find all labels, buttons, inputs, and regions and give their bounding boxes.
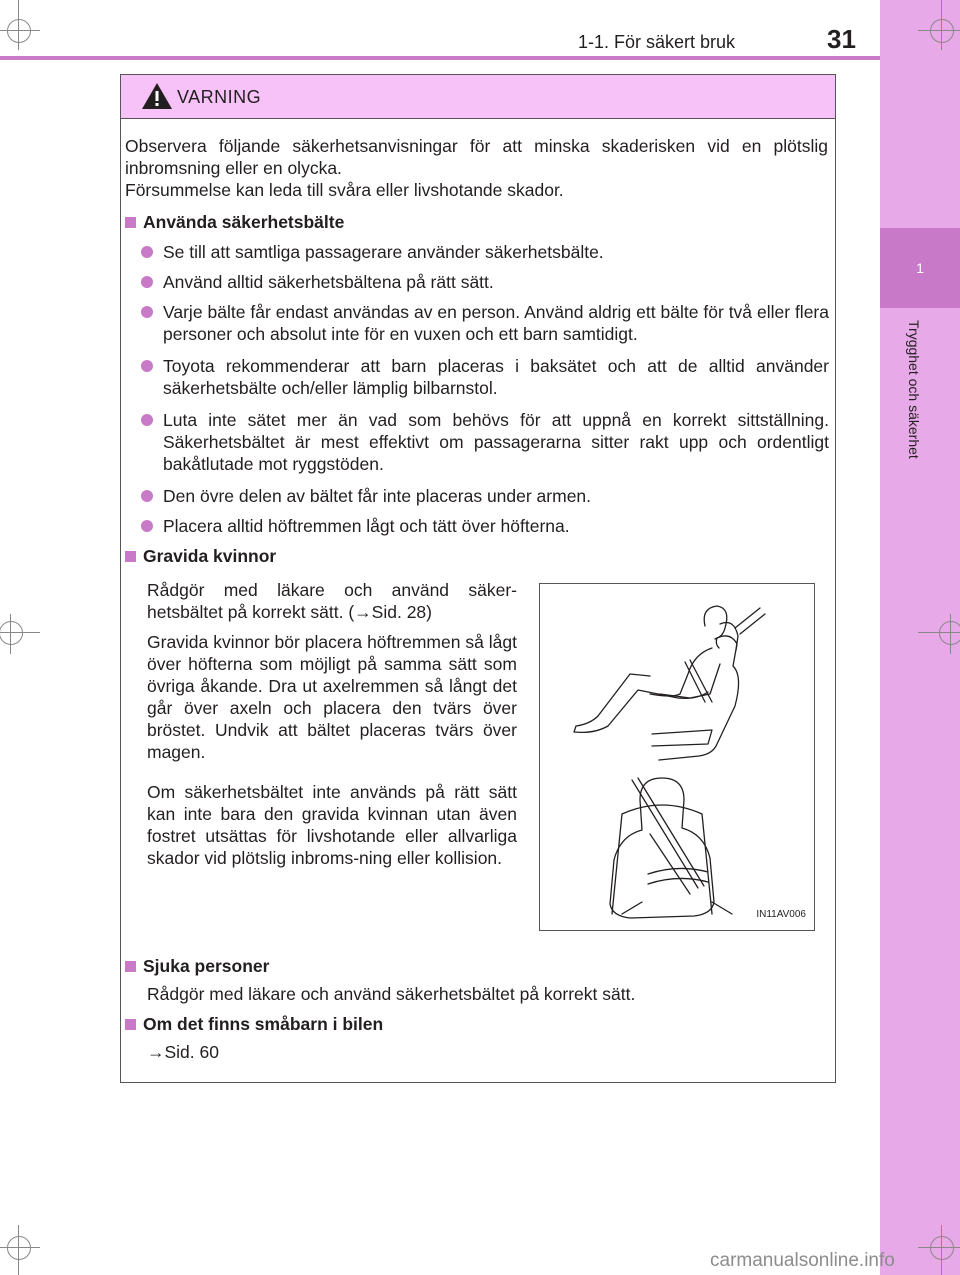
- list-item: Använd alltid säkerhetsbältena på rätt sätt.: [141, 271, 829, 293]
- bullet-icon: [141, 246, 153, 258]
- warning-title: VARNING: [177, 87, 262, 107]
- section-heading: Sjuka personer: [125, 955, 269, 977]
- chapter-number: 1: [880, 228, 960, 308]
- list-item: Se till att samtliga passagerare använder säkerhetsbälte.: [141, 241, 829, 263]
- list-item: Den övre delen av bältet får inte placeras under armen.: [141, 485, 829, 507]
- warning-box: [120, 74, 836, 1083]
- bullet-icon: [141, 360, 153, 372]
- header-rule: [0, 56, 880, 60]
- paragraph: Gravida kvinnor bör placera höftremmen så lågt över höfterna som möjligt på samma sätt som övriga åkande. Dra ut axelremmen så långt det går över axeln och placera den tvärs över bröstet. Undvik att bältet placeras tvärs över magen.: [147, 632, 517, 762]
- section-title: 1-1. För säkert bruk: [578, 32, 736, 52]
- list-item: Varje bälte får endast användas av en person. Använd aldrig ett bälte för två eller flera personer och absolut inte för en vuxen och ett barn samtidigt.: [141, 301, 829, 345]
- bullet-icon: [141, 520, 153, 532]
- illustration-image: [540, 584, 814, 930]
- bullet-icon: [141, 490, 153, 502]
- warning-triangle-icon: [141, 82, 173, 110]
- warning-intro-consequence: Försummelse kan leda till svåra eller livshotande skador.: [125, 180, 564, 200]
- paragraph: Rådgör med läkare och använd säker-hetsbältet på korrekt sätt. (→Sid. 28): [147, 580, 517, 622]
- list-item: Luta inte sätet mer än vad som behövs för att uppnå en korrekt sittställning. Säkerhetsbältet är mest effektivt om passagerarna sitter rakt upp och ordentligt bakåtlutade mot ryggstöden.: [141, 409, 829, 475]
- list-item: Toyota rekommenderar att barn placeras i baksätet och att de alltid använder säkerhetsbälte och/eller lämplig bilbarnstol.: [141, 355, 829, 399]
- watermark: carmanualsonline.info: [710, 1250, 895, 1271]
- bullet-icon: [141, 306, 153, 318]
- square-bullet-icon: [125, 1019, 136, 1030]
- bullet-icon: [141, 414, 153, 426]
- square-bullet-icon: [125, 217, 136, 228]
- paragraph: Om säkerhetsbältet inte används på rätt sätt kan inte bara den gravida kvinnan utan även fostret utsättas för livshotande eller allvarliga skador vid plötslig inbroms-ning eller kollision.: [147, 782, 517, 868]
- section-heading: Om det finns småbarn i bilen: [125, 1013, 383, 1035]
- paragraph: Rådgör med läkare och använd säkerhetsbältet på korrekt sätt.: [147, 984, 636, 1004]
- square-bullet-icon: [125, 551, 136, 562]
- chapter-label: Trygghet och säkerhet: [906, 320, 922, 459]
- figure-code: IN11AV006: [756, 909, 806, 920]
- warning-intro: Observera följande säkerhetsanvisningar för att minska skaderisken vid en plötslig inbromsning eller en olycka.: [125, 136, 828, 178]
- warning-header: [121, 75, 835, 119]
- pregnant-seatbelt-illustration: [539, 583, 815, 931]
- bullet-icon: [141, 276, 153, 288]
- list-item: Placera alltid höftremmen lågt och tätt över höfterna.: [141, 515, 829, 537]
- section-heading: Använda säkerhetsbälte: [125, 211, 344, 233]
- paragraph: →Sid. 60: [147, 1042, 219, 1062]
- section-heading: Gravida kvinnor: [125, 545, 276, 567]
- square-bullet-icon: [125, 961, 136, 972]
- page-number: 31: [827, 24, 856, 54]
